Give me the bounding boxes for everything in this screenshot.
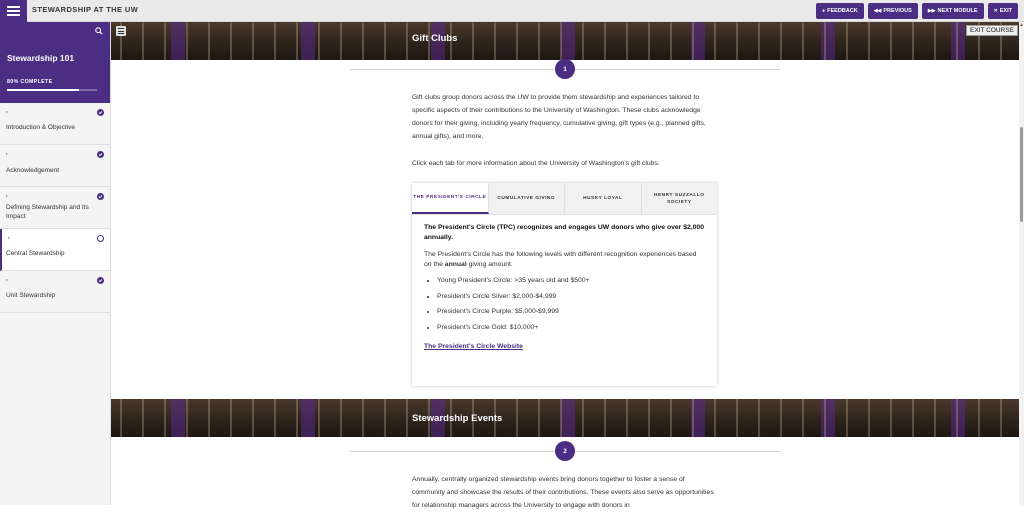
top-bar: [0, 0, 1024, 22]
complete-check-icon: [97, 109, 104, 116]
tab-panel-text-part: The President's Circle has the following levels with different recognition experiences based on the: [424, 251, 697, 268]
tab-list: [412, 183, 717, 215]
lesson-icon: ▸: [6, 109, 9, 114]
sidebar-item-label: Defining Stewardship and Its Impact: [6, 204, 89, 220]
sidebar-toggle-icon[interactable]: [116, 26, 126, 36]
sidebar-title: Stewardship 101: [7, 53, 75, 63]
gift-clubs-tabs: [412, 183, 717, 386]
previous-icon: ◀◀: [873, 8, 882, 14]
lesson-icon: ▸: [6, 151, 9, 156]
top-nav-buttons: [816, 3, 1018, 19]
tab-instruction: Click each tab for more information about the University of Washington's gift clubs.: [412, 160, 660, 167]
tab-panel: [412, 215, 717, 361]
list-item: • President's Circle Purple: $5,000-$9,999: [437, 304, 705, 320]
in-progress-circle-icon: [97, 235, 104, 242]
scrollbar-thumb[interactable]: [1020, 127, 1023, 222]
progress-label: 80% COMPLETE: [7, 79, 53, 85]
gift-clubs-description: Gift clubs group donors across the UW to provide them stewardship and experiences tailored to specific aspects of their contributions to the University of Washington. These clubs acknowledge donors for their giving, including yearly frequency, cumulative giving, gift types (e.g., planned gifts, annual gifts), and more.: [412, 94, 706, 140]
scroll-up-icon[interactable]: ▲: [1019, 22, 1024, 28]
complete-check-icon: [97, 193, 104, 200]
feedback-button[interactable]: [816, 3, 864, 19]
next-module-button[interactable]: [922, 3, 984, 19]
section-number-badge: 2: [555, 441, 575, 461]
close-icon: ✕: [993, 8, 998, 14]
sidebar-item-label: Introduction & Objective: [6, 124, 76, 131]
feedback-icon: ●: [822, 8, 826, 14]
tab-panel-lead: The President's Circle (TPC) recognizes and engages UW donors who give over $2,000 annually.: [424, 224, 704, 241]
tab-presidents-circle[interactable]: THE PRESIDENT'S CIRCLE: [412, 183, 489, 214]
search-icon[interactable]: [95, 27, 103, 35]
list-item: • Young President's Circle: >35 years old and $500+: [437, 273, 705, 289]
previous-button[interactable]: [868, 3, 918, 19]
sidebar-item-label: Central Stewardship: [6, 250, 65, 257]
main-content: [111, 22, 1019, 509]
sidebar-item-acknowledgement[interactable]: [0, 145, 110, 187]
menu-icon[interactable]: [0, 0, 27, 22]
next-module-label: NEXT MODULE: [937, 8, 978, 14]
stewardship-events-description: Annually, centrally organized stewardship events bring donors together to foster a sense of community and showcase the results of their contributions. These events also serve as opportunities for relationship managers across the University to engage with donors in: [412, 476, 714, 509]
section-banner-stewardship-events: [111, 399, 1019, 437]
sidebar: [0, 22, 111, 505]
sidebar-item-label: Acknowledgement: [6, 167, 60, 174]
complete-check-icon: [97, 151, 104, 158]
progress-bar-fill: [7, 89, 79, 91]
sidebar-item-central-stewardship[interactable]: [0, 229, 110, 271]
section-title: Gift Clubs: [412, 33, 458, 44]
exit-course-button[interactable]: EXIT COURSE: [966, 25, 1018, 36]
tpc-levels-list: [424, 273, 705, 335]
feedback-label: FEEDBACK: [827, 8, 858, 14]
exit-label: EXIT: [999, 8, 1012, 14]
next-icon: ▶▶: [927, 8, 936, 14]
course-title: STEWARDSHIP AT THE UW: [32, 5, 139, 14]
complete-check-icon: [97, 277, 104, 284]
page-scrollbar[interactable]: [1019, 22, 1024, 505]
previous-label: PREVIOUS: [883, 8, 912, 14]
sidebar-item-defining-stewardship[interactable]: [0, 187, 110, 229]
sidebar-item-label: Unit Stewardship: [6, 292, 56, 299]
list-item: • President's Circle Gold: $10,000+: [437, 320, 705, 336]
sidebar-item-unit-stewardship[interactable]: [0, 271, 110, 313]
exit-button[interactable]: [988, 3, 1018, 19]
section-banner-gift-clubs: [111, 22, 1019, 60]
tab-henry-suzzallo-society[interactable]: HENRY SUZZALLO SOCIETY: [654, 192, 705, 205]
progress-bar: [7, 89, 97, 91]
tab-panel-text-bold: annual: [444, 261, 467, 268]
tab-cumulative-giving[interactable]: CUMULATIVE GIVING: [489, 183, 566, 214]
tab-husky-loyal[interactable]: HUSKY LOYAL: [565, 183, 642, 214]
tab-panel-text-part: giving amount.: [466, 261, 513, 268]
section-number-badge: 1: [555, 59, 575, 79]
sidebar-header: [0, 22, 110, 103]
sidebar-item-introduction[interactable]: [0, 103, 110, 145]
lesson-icon: ▸: [6, 193, 9, 198]
tab-panel-text: [424, 250, 705, 270]
presidents-circle-website-link[interactable]: The President's Circle Website: [424, 343, 523, 350]
lesson-icon: ▸: [8, 235, 11, 240]
lesson-icon: ▸: [6, 277, 9, 282]
section-title: Stewardship Events: [412, 413, 503, 424]
list-item: • President's Circle Silver: $2,000-$4,999: [437, 289, 705, 305]
